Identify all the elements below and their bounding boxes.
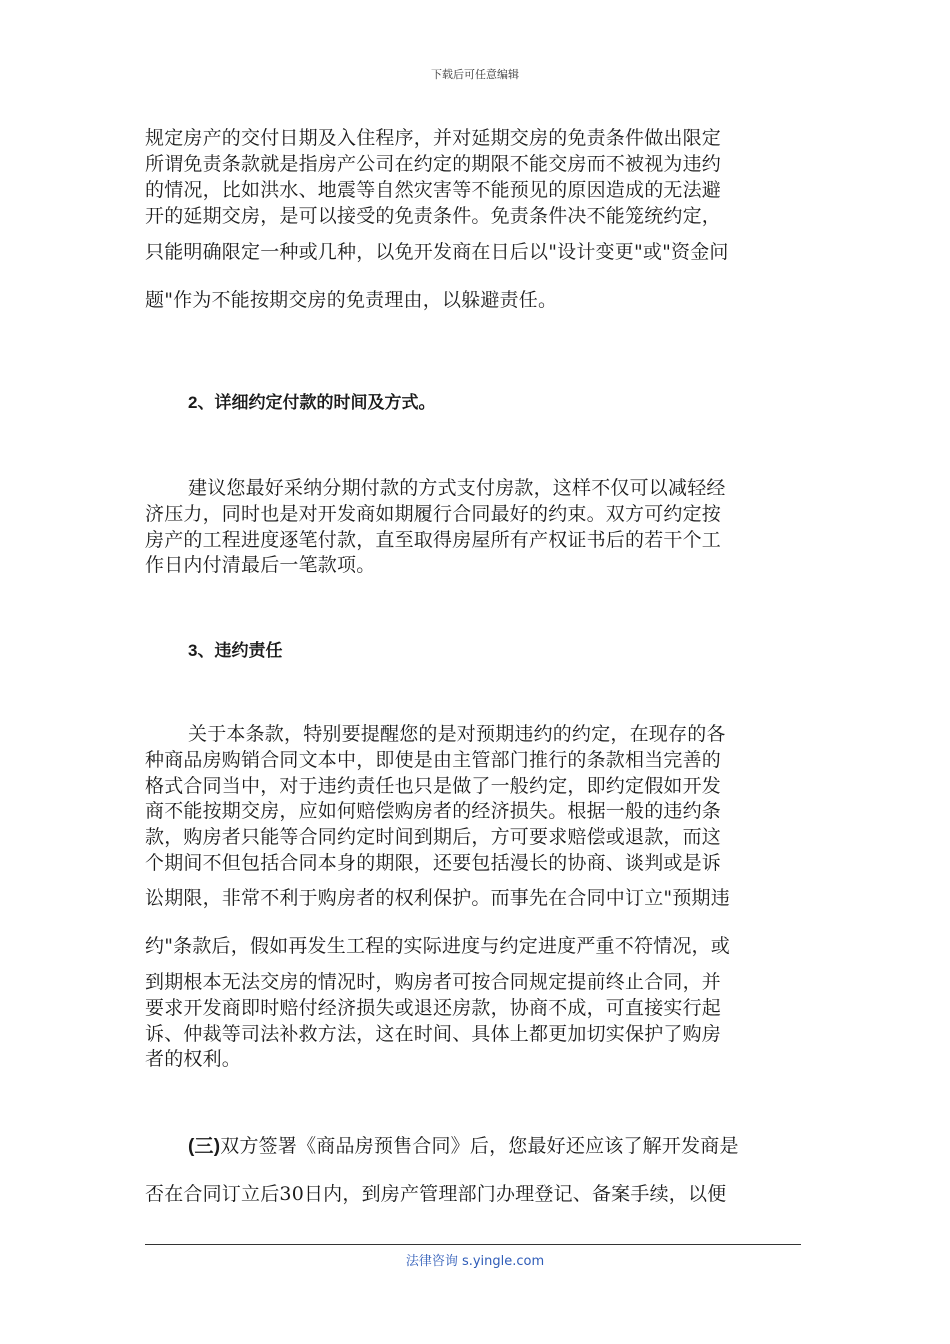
para4-line-2: 否在合同订立后30日内，到房产管理部门办理登记、备案手续，以便 [145,1183,727,1205]
para2-line-3: 房产的工程进度逐笔付款，直至取得房屋所有产权证书后的若干个工 [145,529,722,551]
para2-line-4: 作日内付清最后一笔款项。 [145,554,376,576]
para1-line-2: 所谓免责条款就是指房产公司在约定的期限不能交房而不被视为违约 [145,153,722,175]
section-heading-3: 3、违约责任 [188,641,283,660]
para3-line-8: 约"条款后，假如再发生工程的实际进度与约定进度严重不符情况，或 [145,935,730,957]
para3-line-6: 个期间不但包括合同本身的期限，还要包括漫长的协商、谈判或是诉 [145,852,722,874]
para3-line-11: 诉、仲裁等司法补救方法，这在时间、具体上都更加切实保护了购房 [145,1023,722,1045]
para3-line-3: 格式合同当中，对于违约责任也只是做了一般约定，即约定假如开发 [145,775,722,797]
para3-line-7: 讼期限，非常不利于购房者的权利保护。而事先在合同中订立"预期违 [145,887,730,909]
para3-line-12: 者的权利。 [145,1048,242,1070]
para2-line-2: 济压力，同时也是对开发商如期履行合同最好的约束。双方可约定按 [145,503,722,525]
para1-line-5: 只能明确限定一种或几种，以免开发商在日后以"设计变更"或"资金问 [145,241,729,263]
footer-divider [145,1244,801,1245]
page-footer-link[interactable]: 法律咨询 s.yingle.com [405,1254,545,1269]
para1-line-3: 的情况，比如洪水、地震等自然灾害等不能预见的原因造成的无法避 [145,179,722,201]
section-heading-2: 2、详细约定付款的时间及方式。 [188,393,436,412]
para4-line-1-text: 双方签署《商品房预售合同》后，您最好还应该了解开发商是 [220,1135,739,1157]
para1-line-6: 题"作为不能按期交房的免责理由，以躲避责任。 [145,289,558,311]
para2-line-1: 建议您最好采纳分期付款的方式支付房款，这样不仅可以减轻经 [188,477,726,499]
para3-line-9: 到期根本无法交房的情况时，购房者可按合同规定提前终止合同，并 [145,971,722,993]
page-header: 下载后可任意编辑 [431,68,519,81]
para1-line-1: 规定房产的交付日期及入住程序，并对延期交房的免责条件做出限定 [145,127,722,149]
para3-line-2: 种商品房购销合同文本中，即使是由主管部门推行的条款相当完善的 [145,749,722,771]
para1-line-4: 开的延期交房，是可以接受的免责条件。免责条件决不能笼统约定， [145,205,722,227]
para3-line-10: 要求开发商即时赔付经济损失或退还房款，协商不成，可直接实行起 [145,997,722,1019]
para3-line-1: 关于本条款，特别要提醒您的是对预期违约的约定，在现存的各 [188,723,726,745]
para4-line-1 [188,1134,853,1159]
para4-label: (三) [188,1136,221,1157]
para3-line-4: 商不能按期交房，应如何赔偿购房者的经济损失。根据一般的违约条 [145,800,722,822]
para3-line-5: 款，购房者只能等合同约定时间到期后，方可要求赔偿或退款，而这 [145,826,722,848]
